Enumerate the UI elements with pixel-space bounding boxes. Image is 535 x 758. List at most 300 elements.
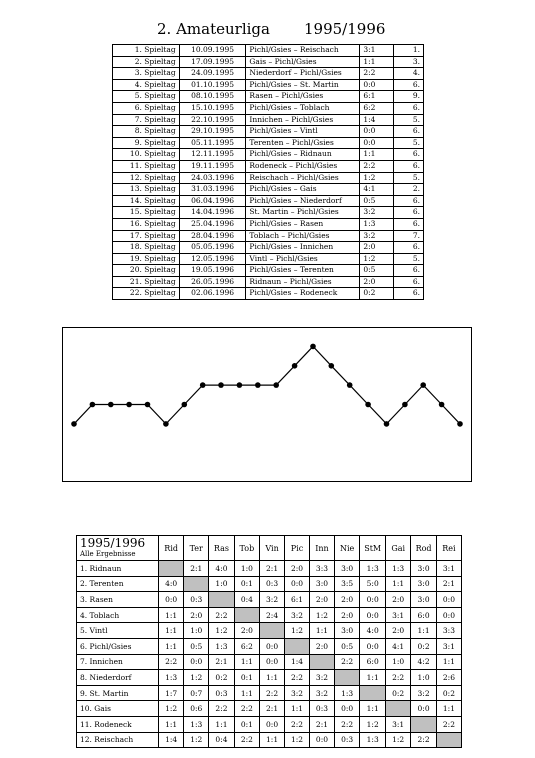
matrix-result-cell: 2:1	[436, 576, 461, 592]
schedule-row	[113, 102, 424, 114]
placement-cell: 6.	[394, 126, 424, 138]
matrix-result-cell: 3:2	[309, 670, 334, 686]
matrix-result-cell: 2:2	[386, 670, 411, 686]
score-cell: 1:1	[360, 149, 394, 161]
matrix-column-header: Tob	[234, 536, 259, 561]
matchday-cell: 22. Spieltag	[113, 288, 180, 300]
matrix-result-cell: 2:1	[260, 561, 285, 577]
fixture-cell: Reischach – Pichl/Gsies	[246, 172, 360, 184]
matrix-result-cell: 2:0	[285, 561, 310, 577]
matrix-result-cell: 0:0	[411, 701, 437, 717]
matrix-result-cell: 3:3	[436, 623, 461, 639]
matrix-result-cell: 1:3	[209, 638, 234, 654]
matrix-result-cell: 0:2	[411, 638, 437, 654]
matrix-result-cell: 0:3	[260, 576, 285, 592]
fixture-cell: Pichl/Gsies – St. Martin	[246, 79, 360, 91]
matrix-result-cell: 0:0	[360, 592, 386, 608]
matrix-result-cell: 0:3	[335, 732, 360, 748]
fixture-cell: Niederdorf – Pichl/Gsies	[246, 68, 360, 80]
fixture-cell: Pichl/Gsies – Toblach	[246, 102, 360, 114]
schedule-row	[113, 68, 424, 80]
matrix-row	[77, 592, 462, 608]
league-title: 2. Amateurliga	[157, 20, 270, 38]
matchday-cell: 5. Spieltag	[113, 91, 180, 103]
matrix-result-cell: 2:2	[209, 701, 234, 717]
schedule-row	[113, 184, 424, 196]
matrix-result-cell: 1:4	[159, 732, 184, 748]
matrix-result-cell: 4:2	[411, 654, 437, 670]
matchday-cell: 9. Spieltag	[113, 137, 180, 149]
matrix-row	[77, 654, 462, 670]
matrix-result-cell: 1:3	[360, 561, 386, 577]
matrix-result-cell: 1:2	[309, 607, 334, 623]
chart-point	[182, 402, 188, 408]
schedule-table	[112, 44, 424, 300]
match-date-cell: 08.10.1995	[179, 91, 246, 103]
matrix-row	[77, 561, 462, 577]
matrix-team-name: 2. Terenten	[77, 576, 159, 592]
matchday-cell: 12. Spieltag	[113, 172, 180, 184]
chart-point	[255, 382, 261, 388]
matrix-team-name: 1. Ridnaun	[77, 561, 159, 577]
chart-point	[218, 382, 224, 388]
matrix-result-cell: 0:0	[260, 654, 285, 670]
matrix-result-cell: 1:2	[386, 732, 411, 748]
matrix-result-cell: 0:2	[436, 685, 461, 701]
matrix-column-header: Gai	[386, 536, 411, 561]
matrix-result-cell: 3:0	[309, 576, 334, 592]
match-date-cell: 19.05.1996	[179, 265, 246, 277]
matrix-result-cell: 1:2	[285, 623, 310, 639]
fixture-cell: Ridnaun – Pichl/Gsies	[246, 276, 360, 288]
matrix-result-cell: 1:2	[209, 623, 234, 639]
matrix-body	[77, 561, 462, 748]
matrix-result-cell: 4:0	[209, 561, 234, 577]
matchday-cell: 16. Spieltag	[113, 218, 180, 230]
placement-chart	[62, 327, 472, 482]
matrix-result-cell: 1:7	[159, 685, 184, 701]
matrix-result-cell: 3:1	[386, 716, 411, 732]
matrix-result-cell: 3:2	[411, 685, 437, 701]
matchday-cell: 20. Spieltag	[113, 265, 180, 277]
schedule-row	[113, 114, 424, 126]
matchday-cell: 7. Spieltag	[113, 114, 180, 126]
matrix-team-name: 8. Niederdorf	[77, 670, 159, 686]
matchday-cell: 3. Spieltag	[113, 68, 180, 80]
matrix-result-cell: 3:5	[335, 576, 360, 592]
matrix-team-name: 9. St. Martin	[77, 685, 159, 701]
placement-cell: 6.	[394, 276, 424, 288]
matrix-result-cell: 1:1	[159, 623, 184, 639]
matrix-result-cell: 2:2	[335, 716, 360, 732]
matrix-result-cell: 1:4	[285, 654, 310, 670]
chart-point	[402, 402, 408, 408]
matrix-result-cell: 0:0	[184, 654, 209, 670]
schedule-row	[113, 195, 424, 207]
chart-point	[90, 402, 96, 408]
matchday-cell: 14. Spieltag	[113, 195, 180, 207]
matrix-diagonal-cell	[209, 592, 234, 608]
score-cell: 3:1	[360, 45, 394, 57]
matrix-row	[77, 716, 462, 732]
schedule-row	[113, 207, 424, 219]
matrix-column-header: Ter	[184, 536, 209, 561]
score-cell: 2:2	[360, 68, 394, 80]
matrix-result-cell: 1:1	[159, 716, 184, 732]
chart-point	[108, 402, 114, 408]
matrix-result-cell: 2:2	[411, 732, 437, 748]
placement-cell: 6.	[394, 207, 424, 219]
matrix-result-cell: 3:1	[436, 638, 461, 654]
fixture-cell: Terenten – Pichl/Gsies	[246, 137, 360, 149]
matrix-result-cell: 2:2	[234, 732, 259, 748]
matchday-cell: 11. Spieltag	[113, 160, 180, 172]
fixture-cell: Gais – Pichl/Gsies	[246, 56, 360, 68]
matrix-diagonal-cell	[309, 654, 334, 670]
matrix-result-cell: 6:0	[411, 607, 437, 623]
matrix-column-header: Rod	[411, 536, 437, 561]
matchday-cell: 19. Spieltag	[113, 253, 180, 265]
matrix-result-cell: 2:2	[436, 716, 461, 732]
matchday-cell: 17. Spieltag	[113, 230, 180, 242]
fixture-cell: Pichl/Gsies – Innichen	[246, 242, 360, 254]
fixture-cell: Vintl – Pichl/Gsies	[246, 253, 360, 265]
placement-cell: 4.	[394, 68, 424, 80]
placement-cell: 6.	[394, 149, 424, 161]
matrix-result-cell: 0:1	[234, 576, 259, 592]
schedule-row	[113, 126, 424, 138]
score-cell: 0:5	[360, 265, 394, 277]
matrix-result-cell: 1:2	[360, 716, 386, 732]
chart-point	[439, 402, 445, 408]
matrix-result-cell: 1:2	[285, 732, 310, 748]
match-date-cell: 28.04.1996	[179, 230, 246, 242]
match-date-cell: 06.04.1996	[179, 195, 246, 207]
matchday-cell: 18. Spieltag	[113, 242, 180, 254]
fixture-cell: Pichl/Gsies – Vintl	[246, 126, 360, 138]
matrix-result-cell: 2:0	[335, 592, 360, 608]
matchday-cell: 6. Spieltag	[113, 102, 180, 114]
matrix-diagonal-cell	[285, 638, 310, 654]
schedule-row	[113, 45, 424, 57]
score-cell: 0:2	[360, 288, 394, 300]
matrix-result-cell: 0:5	[335, 638, 360, 654]
schedule-row	[113, 253, 424, 265]
results-matrix	[76, 535, 462, 748]
match-date-cell: 05.11.1995	[179, 137, 246, 149]
matrix-result-cell: 4:0	[360, 623, 386, 639]
matrix-result-cell: 1:1	[436, 701, 461, 717]
score-cell: 0:5	[360, 195, 394, 207]
matrix-result-cell: 6:0	[360, 654, 386, 670]
matrix-result-cell: 0:1	[234, 670, 259, 686]
score-cell: 2:2	[360, 160, 394, 172]
placement-cell: 9.	[394, 91, 424, 103]
fixture-cell: St. Martin – Pichl/Gsies	[246, 207, 360, 219]
matrix-row	[77, 623, 462, 639]
matrix-result-cell: 2:0	[386, 623, 411, 639]
matrix-result-cell: 1:3	[360, 732, 386, 748]
matrix-result-cell: 0:3	[209, 685, 234, 701]
schedule-row	[113, 218, 424, 230]
matrix-result-cell: 1:0	[209, 576, 234, 592]
matrix-team-name: 4. Toblach	[77, 607, 159, 623]
matrix-row	[77, 732, 462, 748]
matrix-result-cell: 2:2	[285, 716, 310, 732]
matrix-column-header: Nie	[335, 536, 360, 561]
match-date-cell: 12.05.1996	[179, 253, 246, 265]
matrix-result-cell: 3:2	[285, 607, 310, 623]
matchday-cell: 13. Spieltag	[113, 184, 180, 196]
match-date-cell: 10.09.1995	[179, 45, 246, 57]
matchday-cell: 8. Spieltag	[113, 126, 180, 138]
matrix-result-cell: 0:0	[309, 732, 334, 748]
matrix-result-cell: 1:0	[411, 670, 437, 686]
matrix-team-name: 11. Rodeneck	[77, 716, 159, 732]
placement-cell: 2.	[394, 184, 424, 196]
matrix-row	[77, 576, 462, 592]
chart-point	[310, 344, 316, 350]
matrix-result-cell: 3:0	[335, 623, 360, 639]
matrix-result-cell: 1:1	[159, 638, 184, 654]
matrix-result-cell: 1:1	[209, 716, 234, 732]
matrix-result-cell: 4:0	[159, 576, 184, 592]
matrix-result-cell: 1:1	[285, 701, 310, 717]
score-cell: 1:1	[360, 56, 394, 68]
matrix-result-cell: 2:1	[209, 654, 234, 670]
placement-cell: 1.	[394, 45, 424, 57]
matrix-result-cell: 0:5	[184, 638, 209, 654]
matrix-corner-title: 1995/1996	[80, 536, 146, 550]
fixture-cell: Pichl/Gsies – Niederdorf	[246, 195, 360, 207]
matrix-result-cell: 6:2	[234, 638, 259, 654]
chart-point	[200, 382, 206, 388]
matrix-result-cell: 2:0	[184, 607, 209, 623]
season-title: 1995/1996	[304, 20, 386, 38]
score-cell: 3:2	[360, 207, 394, 219]
matrix-result-cell: 2:0	[335, 607, 360, 623]
matrix-result-cell: 1:1	[436, 654, 461, 670]
schedule-row	[113, 172, 424, 184]
matrix-row	[77, 638, 462, 654]
matchday-cell: 10. Spieltag	[113, 149, 180, 161]
matrix-result-cell: 3:1	[386, 607, 411, 623]
fixture-cell: Rasen – Pichl/Gsies	[246, 91, 360, 103]
matrix-result-cell: 3:2	[260, 592, 285, 608]
matchday-cell: 1. Spieltag	[113, 45, 180, 57]
matrix-result-cell: 2:2	[234, 701, 259, 717]
placement-cell: 6.	[394, 288, 424, 300]
fixture-cell: Pichl/Gsies – Rodeneck	[246, 288, 360, 300]
score-cell: 4:1	[360, 184, 394, 196]
matrix-team-name: 12. Reischach	[77, 732, 159, 748]
schedule-row	[113, 276, 424, 288]
matrix-column-header: Pic	[285, 536, 310, 561]
matrix-team-name: 6. Pichl/Gsies	[77, 638, 159, 654]
matrix-diagonal-cell	[335, 670, 360, 686]
chart-point	[145, 402, 151, 408]
matrix-result-cell: 1:0	[184, 623, 209, 639]
match-date-cell: 12.11.1995	[179, 149, 246, 161]
chart-series-line	[74, 346, 460, 424]
matchday-cell: 21. Spieltag	[113, 276, 180, 288]
chart-point	[71, 421, 77, 427]
match-date-cell: 31.03.1996	[179, 184, 246, 196]
matrix-result-cell: 0:3	[184, 592, 209, 608]
matrix-result-cell: 1:3	[184, 716, 209, 732]
schedule-row	[113, 79, 424, 91]
score-cell: 1:3	[360, 218, 394, 230]
matrix-result-cell: 1:1	[360, 701, 386, 717]
matrix-result-cell: 0:1	[234, 716, 259, 732]
matrix-column-header: StM	[360, 536, 386, 561]
matrix-result-cell: 2:2	[260, 685, 285, 701]
chart-point	[420, 382, 426, 388]
matrix-result-cell: 3:0	[411, 592, 437, 608]
matrix-result-cell: 0:6	[184, 701, 209, 717]
matrix-result-cell: 1:1	[309, 623, 334, 639]
matrix-diagonal-cell	[386, 701, 411, 717]
schedule-row	[113, 242, 424, 254]
matrix-corner-subtitle: Alle Ergebnisse	[80, 550, 136, 558]
matrix-diagonal-cell	[159, 561, 184, 577]
match-date-cell: 14.04.1996	[179, 207, 246, 219]
matrix-result-cell: 2:0	[309, 638, 334, 654]
matrix-result-cell: 2:0	[386, 592, 411, 608]
matrix-result-cell: 0:0	[436, 592, 461, 608]
chart-point	[365, 402, 371, 408]
matrix-result-cell: 0:2	[386, 685, 411, 701]
matrix-result-cell: 2:1	[309, 716, 334, 732]
matrix-result-cell: 2:6	[436, 670, 461, 686]
placement-cell: 5.	[394, 137, 424, 149]
matrix-result-cell: 0:2	[209, 670, 234, 686]
match-date-cell: 01.10.1995	[179, 79, 246, 91]
score-cell: 6:2	[360, 102, 394, 114]
matrix-result-cell: 3:3	[309, 561, 334, 577]
match-date-cell: 17.09.1995	[179, 56, 246, 68]
matrix-result-cell: 1:1	[386, 576, 411, 592]
matrix-result-cell: 3:1	[436, 561, 461, 577]
matrix-result-cell: 2:2	[159, 654, 184, 670]
fixture-cell: Pichl/Gsies – Rasen	[246, 218, 360, 230]
score-cell: 0:0	[360, 79, 394, 91]
matrix-team-name: 10. Gais	[77, 701, 159, 717]
chart-point	[457, 421, 463, 427]
matrix-result-cell: 1:1	[159, 607, 184, 623]
chart-point	[237, 382, 243, 388]
matrix-result-cell: 2:0	[234, 623, 259, 639]
matrix-result-cell: 4:1	[386, 638, 411, 654]
placement-cell: 7.	[394, 230, 424, 242]
matrix-result-cell: 2:0	[309, 592, 334, 608]
matrix-corner	[77, 536, 159, 561]
matrix-result-cell: 0:0	[260, 716, 285, 732]
matrix-result-cell: 2:2	[285, 670, 310, 686]
placement-cell: 6.	[394, 195, 424, 207]
placement-cell: 5.	[394, 172, 424, 184]
matrix-result-cell: 1:2	[184, 670, 209, 686]
placement-cell: 3.	[394, 56, 424, 68]
match-date-cell: 24.09.1995	[179, 68, 246, 80]
matchday-cell: 4. Spieltag	[113, 79, 180, 91]
match-date-cell: 25.04.1996	[179, 218, 246, 230]
placement-cell: 6.	[394, 160, 424, 172]
schedule-row	[113, 288, 424, 300]
placement-cell: 6.	[394, 79, 424, 91]
chart-point	[329, 363, 335, 369]
matrix-result-cell: 3:0	[335, 561, 360, 577]
schedule-row	[113, 149, 424, 161]
matrix-diagonal-cell	[184, 576, 209, 592]
matrix-result-cell: 0:0	[436, 607, 461, 623]
match-date-cell: 02.06.1996	[179, 288, 246, 300]
matrix-result-cell: 0:0	[360, 607, 386, 623]
matrix-result-cell: 0:0	[335, 701, 360, 717]
score-cell: 6:1	[360, 91, 394, 103]
matrix-result-cell: 0:7	[184, 685, 209, 701]
schedule-body	[113, 45, 424, 300]
score-cell: 2:0	[360, 276, 394, 288]
matrix-diagonal-cell	[260, 623, 285, 639]
matrix-result-cell: 1:2	[184, 732, 209, 748]
fixture-cell: Rodeneck – Pichl/Gsies	[246, 160, 360, 172]
matrix-result-cell: 1:1	[234, 685, 259, 701]
score-cell: 1:2	[360, 253, 394, 265]
matrix-result-cell: 0:4	[209, 732, 234, 748]
matrix-result-cell: 1:3	[159, 670, 184, 686]
matrix-result-cell: 0:0	[260, 638, 285, 654]
matrix-result-cell: 6:1	[285, 592, 310, 608]
fixture-cell: Pichl/Gsies – Terenten	[246, 265, 360, 277]
match-date-cell: 26.05.1996	[179, 276, 246, 288]
chart-point	[292, 363, 298, 369]
matrix-result-cell: 2:1	[184, 561, 209, 577]
schedule-row	[113, 56, 424, 68]
match-date-cell: 22.10.1995	[179, 114, 246, 126]
matrix-result-cell: 2:2	[335, 654, 360, 670]
schedule-row	[113, 137, 424, 149]
schedule-row	[113, 91, 424, 103]
score-cell: 1:2	[360, 172, 394, 184]
matrix-diagonal-cell	[411, 716, 437, 732]
matrix-result-cell: 1:0	[386, 654, 411, 670]
matrix-row	[77, 670, 462, 686]
matrix-result-cell: 1:1	[360, 670, 386, 686]
matrix-result-cell: 1:1	[234, 654, 259, 670]
matrix-diagonal-cell	[234, 607, 259, 623]
matrix-result-cell: 2:2	[209, 607, 234, 623]
fixture-cell: Innichen – Pichl/Gsies	[246, 114, 360, 126]
matrix-result-cell: 0:0	[360, 638, 386, 654]
matrix-result-cell: 2:1	[260, 701, 285, 717]
chart-point	[347, 382, 353, 388]
matrix-result-cell: 3:2	[309, 685, 334, 701]
matrix-result-cell: 1:3	[335, 685, 360, 701]
matrix-result-cell: 1:0	[234, 561, 259, 577]
placement-cell: 5.	[394, 253, 424, 265]
matrix-result-cell: 5:0	[360, 576, 386, 592]
matrix-result-cell: 0:4	[234, 592, 259, 608]
matrix-row	[77, 685, 462, 701]
matchday-cell: 15. Spieltag	[113, 207, 180, 219]
matrix-team-name: 3. Rasen	[77, 592, 159, 608]
matrix-result-cell: 0:0	[285, 576, 310, 592]
fixture-cell: Pichl/Gsies – Reischach	[246, 45, 360, 57]
schedule-row	[113, 230, 424, 242]
match-date-cell: 19.11.1995	[179, 160, 246, 172]
matrix-result-cell: 1:1	[260, 670, 285, 686]
